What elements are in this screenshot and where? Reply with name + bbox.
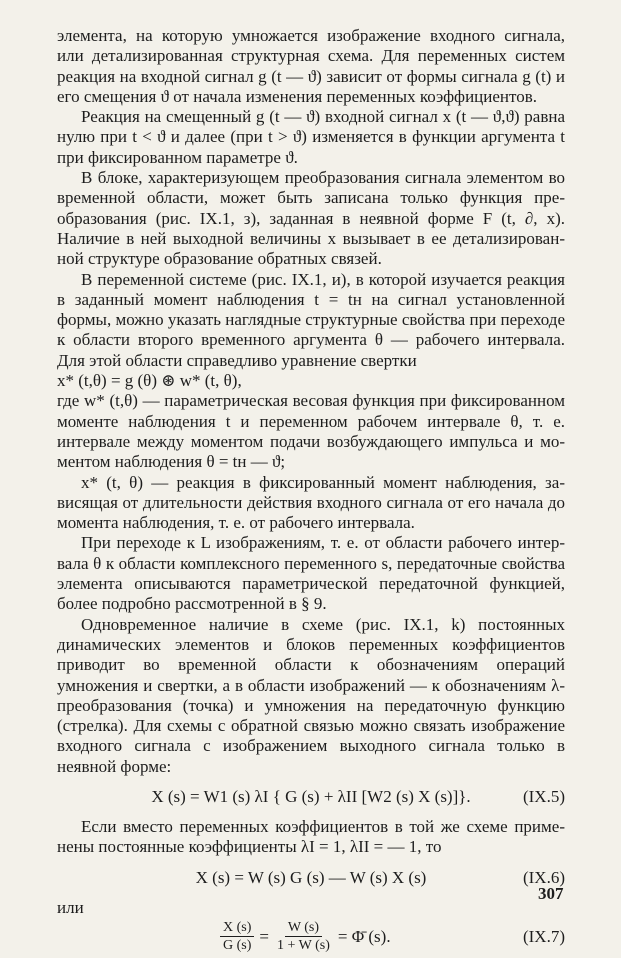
body-text — [57, 26, 565, 958]
equation-number-ix5: (IX.5) — [522, 786, 565, 806]
formula-ix5-row — [57, 786, 565, 808]
equals-sign: = — [259, 926, 269, 946]
fraction-denominator: G (s) — [223, 938, 252, 954]
paragraph-6: x* (t, θ) — реакция в фиксированный момент наблюдения, зависящая от длительности действия входного сигнала от его начала до момента наблюдения, т. е. от рабочего интервала. — [57, 472, 565, 533]
connector-or: или — [57, 897, 84, 917]
fraction-numerator: W (s) — [285, 920, 322, 937]
fraction-denominator: 1 + W (s) — [276, 938, 330, 954]
paragraph-9: Если вместо переменных коэффициентов в той же схеме применены постоянные коэффициенты λI = 1, λII = — 1, то — [57, 816, 565, 857]
paragraph-2: Реакция на смещенный g (t — ϑ) входной сигнал x (t — ϑ,ϑ) равна нулю при t < ϑ и далее (при t > ϑ) изменяется в функции аргумента t при фиксированном параметре ϑ. — [57, 107, 565, 167]
formula-ix5: X (s) = W1 (s) λI { G (s) + λII [W2 (s) X (s)]}. — [151, 786, 471, 806]
formula-ix6: X (s) = W (s) G (s) — W (s) X (s) — [195, 867, 427, 887]
page-number: 307 — [538, 884, 564, 903]
convolution-formula: x* (t,θ) = g (θ) ⊛ w* (t, θ), — [57, 371, 242, 391]
fraction-numerator: X (s) — [220, 920, 254, 937]
fraction-x-over-g — [220, 920, 254, 953]
formula-ix7-row — [57, 916, 565, 958]
equation-number-ix7: (IX.7) — [522, 926, 565, 946]
paragraph-5: где w* (t,θ) — параметрическая весовая функция при фиксированном моменте наблюдения t и переменном рабочем интервале θ, т. е. интервале между моментом подачи возбуждающего импульса и моментом наблюдения θ = tн — ϑ; — [57, 391, 565, 472]
paragraph-3: В блоке, характеризующем преобразования сигнала элементом во временной области, может быть записана только функция преобразования (рис. IX.1, з), заданная в неявной форме F (t, ∂, x). Наличие в ней выходной величины x вызывает в ее детализированной структуре образование обратных связей. — [57, 168, 565, 269]
paragraph-4: В переменной системе (рис. IX.1, и), в которой изучается реакция в заданный момент наблюдения t = tн на сигнал установленной формы, можно указать наглядные структурные свойства при переходе к области второго временного аргумента θ — рабочего интервала. Для этой области справедливо уравнение свертки — [57, 269, 565, 370]
paragraph-8: Одновременное наличие в схеме (рис. IX.1, k) постоянных динамических элементов и блоков переменных коэффициентов приводит во временной области к обозначениям операций умножения и свертки, а в области изображений — к обозначениям λ-преобразования (точка) и умножения на передаточную функцию (стрелка). Для схемы с обратной связью можно связать изображение входного сигнала с изображением выходного сигнала только в неявной форме: — [57, 614, 565, 776]
paragraph-1: элемента, на которую умножается изображение входного сигнала, или детализированная структурная схема. Для переменных систем реакция на входной сигнал g (t — ϑ) зависит от формы сигнала g (t) и его смещения ϑ от начала изменения переменных коэффициентов. — [57, 26, 565, 106]
formula-ix6-row — [57, 867, 565, 889]
formula-ix7 — [220, 916, 396, 958]
equation-number-ix6: (IX.6) — [522, 867, 565, 887]
fraction-w-over-1plusw — [274, 920, 333, 953]
formula-tail: = Φ̄ (s). — [337, 926, 391, 946]
paragraph-7: При переходе к L изображениям, т. е. от области рабочего интервала θ к области комплексного переменного s, передаточные свойства элемента описываются параметрической передаточной функцией, более подробно рассмотренной в § 9. — [57, 533, 565, 614]
